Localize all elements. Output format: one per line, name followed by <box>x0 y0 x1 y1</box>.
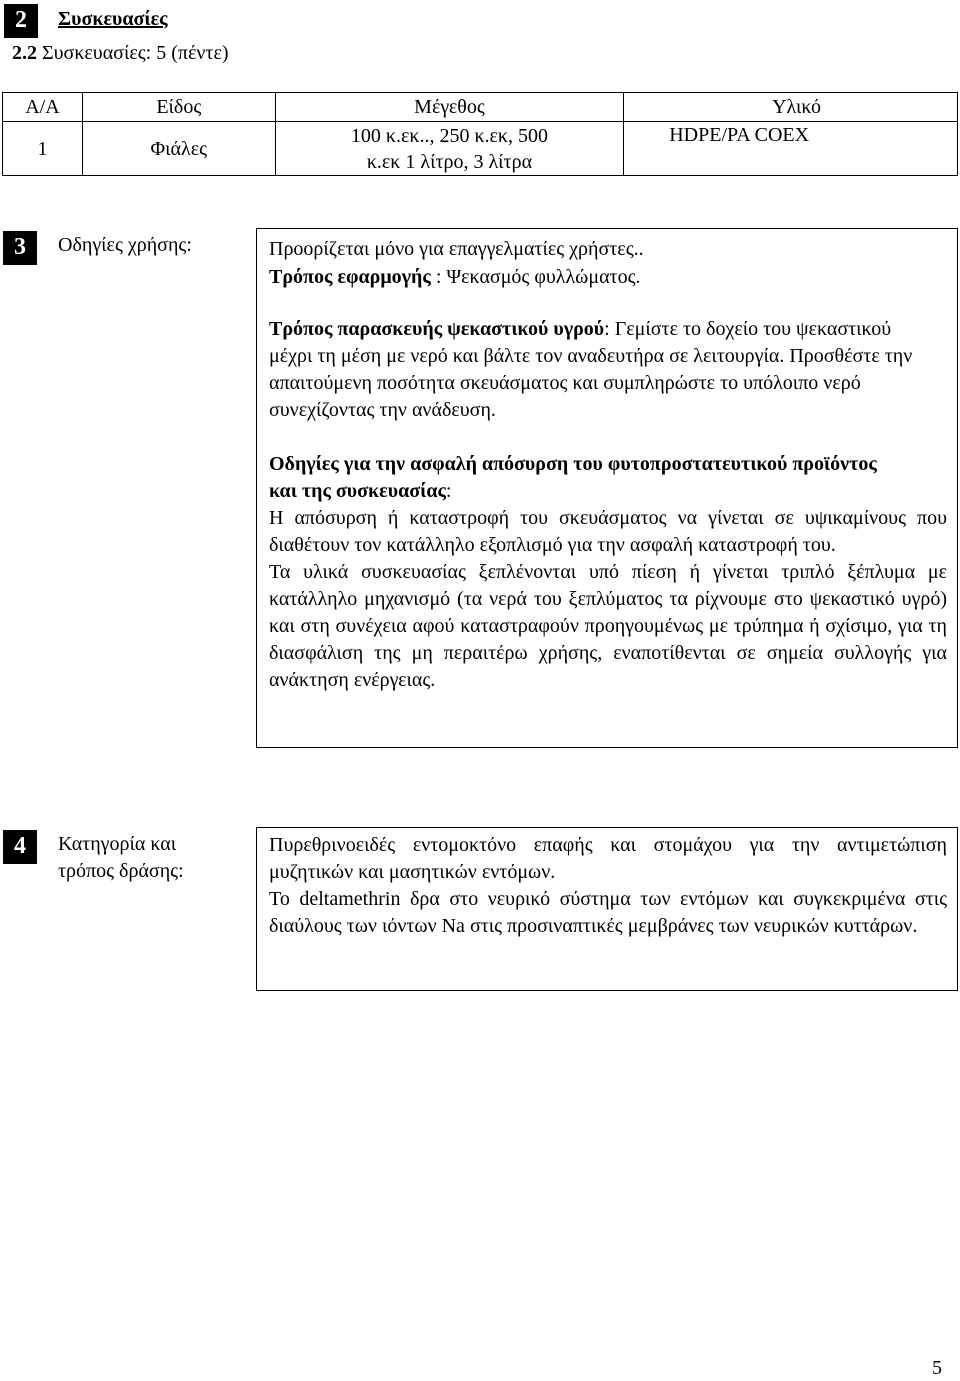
disposal-instructions-label: Οδηγίες για την ασφαλή απόσυρση του φυτοπροστατευτικού προϊόντος και της συσκευασίας <box>269 453 877 502</box>
section-label-line2: τρόπος δράσης: <box>58 860 184 882</box>
mode-of-action-para2: Το deltamethrin δρα στο νευρικό σύστημα των εντόμων και συγκεκριμένα στις διαύλους των ιόντων Na στις προσιναπτικές μεμβράνες των νευρικών κυττάρων. <box>269 888 947 937</box>
cell-eidos: Φιάλες <box>82 122 275 176</box>
application-method-text: : Ψεκασμός φυλλώματος. <box>430 266 641 288</box>
section-label-line1: Κατηγορία και <box>58 833 177 855</box>
mode-of-action-box <box>256 827 958 991</box>
section-label: Οδηγίες χρήσης: <box>58 234 192 256</box>
preparation-method-text: : Γεμίστε το δοχείο του ψεκαστικού μέχρι τη μέση με νερό και βάλτε τον αναδευτήρα σε λειτουργία. Προσθέστε την απαιτούμενη ποσότητα σκευάσματος και συμπληρώστε το υπόλοιπο νερό συνεχίζοντας την ανάδευση. <box>269 318 913 421</box>
usage-line: Προορίζεται μόνο για επαγγελματίες χρήστες.. <box>269 238 644 260</box>
section-number-badge-3-frame <box>2 230 38 266</box>
cell-megethos-line2: κ.εκ 1 λίτρο, 3 λίτρα <box>366 150 533 173</box>
subsection-text: Συσκευασίες: 5 (πέντε) <box>37 42 229 64</box>
disposal-colon: : <box>445 480 452 502</box>
packaging-materials-text: Τα υλικά συσκευασίας ξεπλένονται υπό πίεση ή γίνεται τριπλό ξέπλυμα με κατάλληλο μηχανισμό (τα νερά του ξεπλύματος τα ρίχνουμε στο ψεκαστικό υγρό) και στη συνέχεια αφού καταστραφούν προηγουμένως με τρύπημα ή σχίσιμο, για τη διασφάλιση της μη περαιτέρω χρήσης, εναποτίθενται σε σημεία συλλογής για ανάκτηση ενέργειας. <box>269 561 947 691</box>
cell-megethos <box>275 122 624 176</box>
application-method <box>269 264 947 290</box>
subsection-title <box>12 40 229 66</box>
mode-of-action-para1: Πυρεθρινοειδές εντομοκτόνο επαφής και στομάχου για την αντιμετώπιση μυζητικών και μασητικών εντόμων. <box>269 834 947 883</box>
section-label <box>58 831 184 885</box>
table-header-row <box>3 93 958 122</box>
preparation-method <box>269 316 947 424</box>
page-number: 5 <box>932 1357 942 1379</box>
table-row <box>3 122 958 176</box>
packaging-table <box>2 92 958 176</box>
header-cell-megethos: Μέγεθος <box>275 93 624 122</box>
header-cell-aa: Α/Α <box>3 93 83 122</box>
cell-aa: 1 <box>3 122 83 176</box>
application-method-label: Τρόπος εφαρμογής <box>269 266 431 288</box>
usage-instructions-box <box>256 228 958 748</box>
preparation-method-label: Τρόπος παρασκευής ψεκαστικού υγρού <box>269 318 605 340</box>
header-cell-eidos: Είδος <box>82 93 275 122</box>
disposal-instructions <box>269 451 947 505</box>
section-title: Συσκευασίες <box>58 8 168 30</box>
section-number-badge: 2 <box>4 4 38 38</box>
subsection-number: 2.2 <box>12 42 37 64</box>
section-number-badge: 3 <box>3 231 37 265</box>
cell-megethos-line1: 100 κ.εκ.., 250 κ.εκ, 500 <box>350 124 548 147</box>
header-cell-yliko: Υλικό <box>624 93 958 122</box>
section-number-badge: 4 <box>3 830 37 864</box>
cell-yliko: HDPE/PA COEX <box>624 122 958 176</box>
disposal-text: Η απόσυρση ή καταστροφή του σκευάσματος να γίνεται σε υψικαμίνους που διαθέτουν τον κατάλληλο εξοπλισμό για την ασφαλή καταστροφή του. <box>269 507 947 556</box>
section-number-badge-4-frame <box>2 829 38 865</box>
